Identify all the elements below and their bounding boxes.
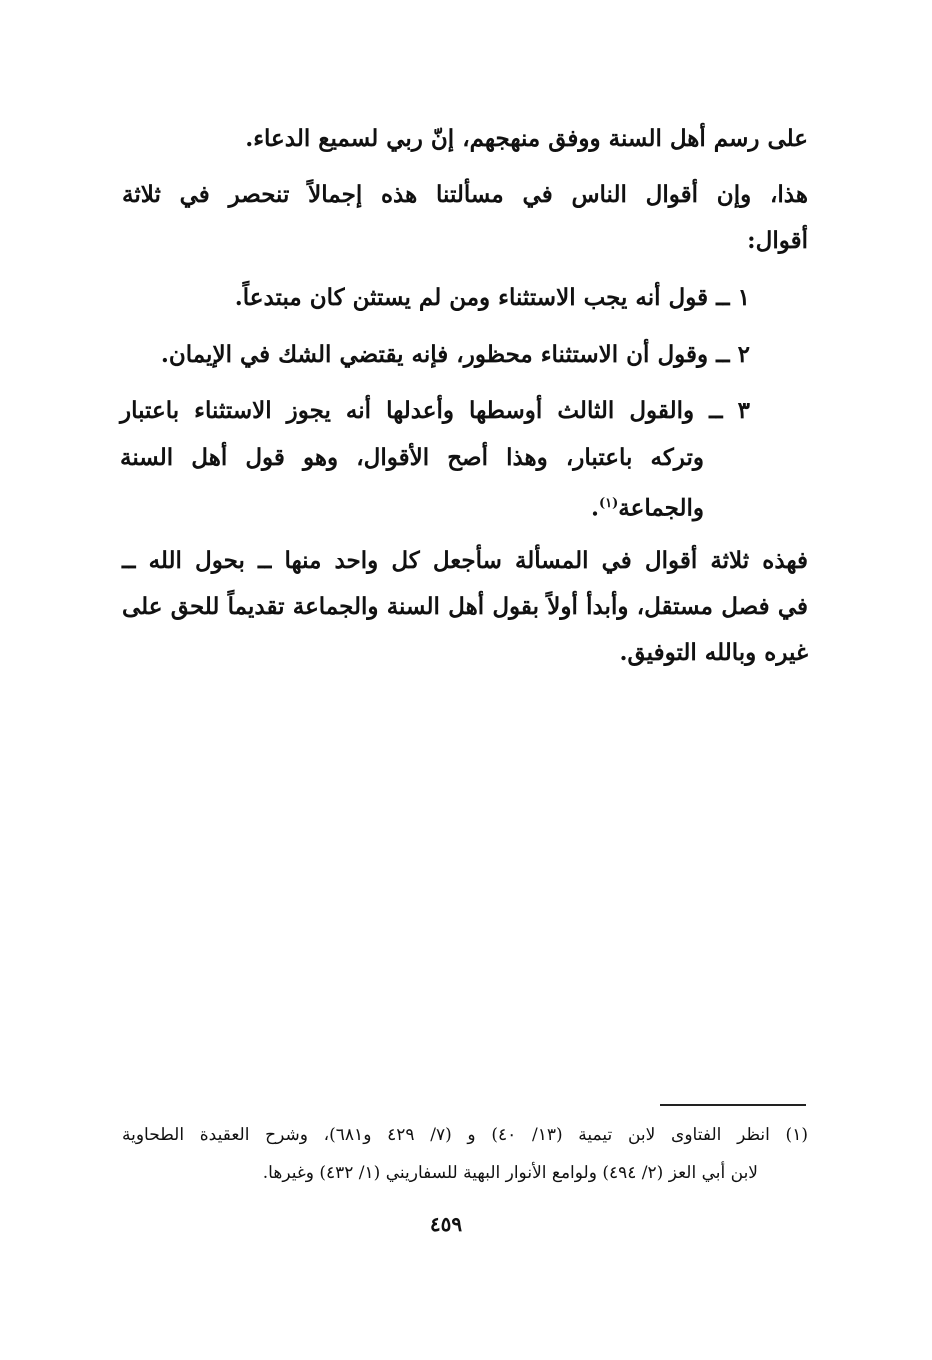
list-item-3-period: .: [590, 494, 599, 522]
list-item-3-text: والجماعة: [618, 494, 704, 522]
footnote-line-2: لابن أبي العز (٢/ ٤٩٤) ولوامع الأنوار البهية للسفاريني (١/ ٤٣٢) وغيرها.: [262, 1163, 758, 1183]
footnote-line-1: (١) انظر الفتاوى لابن تيمية (١٣/ ٤٠) و (٧/ ٤٢٩ و٦٨١)، وشرح العقيدة الطحاوية: [122, 1125, 808, 1145]
paragraph-2-line-1: هذا، وإن أقوال الناس في مسألتنا هذه إجمالاً تنحصر في ثلاثة: [122, 181, 808, 208]
list-item-3-line-2: وتركه باعتبار، وهذا أصح الأقوال، وهو قول أهل السنة: [120, 444, 704, 471]
paragraph-1-line-1: على رسم أهل السنة ووفق منهجهم، إنّ ربي لسميع الدعاء.: [245, 125, 808, 152]
list-item-2: ٢ ــ وقول أن الاستثناء محظور، فإنه يقتضي الشك في الإيمان.: [160, 341, 750, 368]
list-item-3-line-1: ٣ ــ والقول الثالث أوسطها وأعدلها أنه يجوز الاستثناء باعتبار: [120, 397, 750, 424]
footnote-separator: [660, 1104, 806, 1106]
paragraph-3-line-1: فهذه ثلاثة أقوال في المسألة سأجعل كل واحد منها ــ بحول الله ــ: [122, 547, 808, 574]
page-number: ٤٥٩: [429, 1212, 463, 1236]
paragraph-3-line-3: غيره وبالله التوفيق.: [619, 639, 808, 666]
footnote-marker: (١): [598, 496, 619, 511]
list-item-3-line-3: [591, 489, 704, 524]
paragraph-3-line-2: في فصل مستقل، وأبدأ أولاً بقول أهل السنة والجماعة تقديماً للحق على: [122, 593, 808, 620]
paragraph-2-line-2: أقوال:: [747, 227, 808, 254]
list-item-1: ١ ــ قول أنه يجب الاستثناء ومن لم يستثن كان مبتدعاً.: [234, 284, 750, 311]
